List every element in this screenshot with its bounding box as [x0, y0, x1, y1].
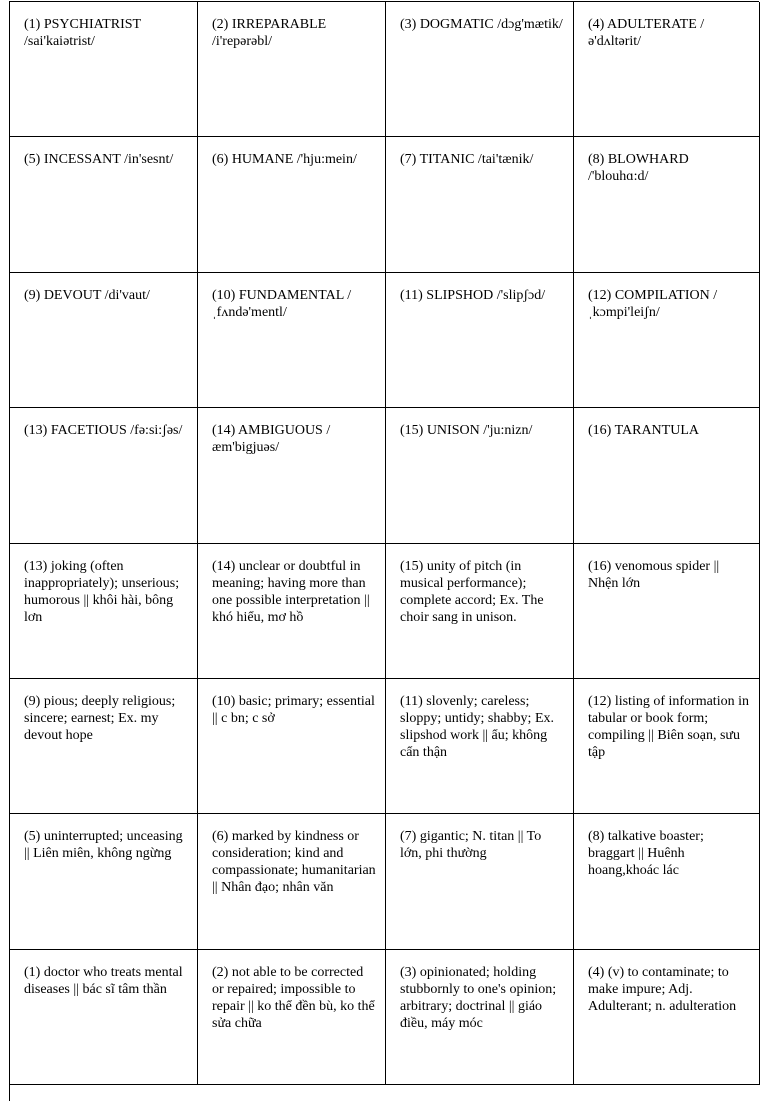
card-term-7: (7) TITANIC /tai'tænik/ — [386, 137, 574, 272]
card-term-12: (12) COMPILATION /ˌkɔmpi'leiʃn/ — [574, 273, 760, 408]
card-definition-1: (1) doctor who treats mental diseases || bác sĩ tâm thần — [10, 950, 198, 1085]
card-term-14: (14) AMBIGUOUS /æm'bigjuəs/ — [198, 408, 386, 543]
card-term-3: (3) DOGMATIC /dɔg'mætik/ — [386, 2, 574, 137]
card-term-11: (11) SLIPSHOD /'slipʃɔd/ — [386, 273, 574, 408]
card-term-9: (9) DEVOUT /di'vaut/ — [10, 273, 198, 408]
card-definition-7: (7) gigantic; N. titan || To lớn, phi thường — [386, 814, 574, 949]
card-term-10: (10) FUNDAMENTAL /ˌfʌndə'mentl/ — [198, 273, 386, 408]
card-term-8: (8) BLOWHARD /'blouhɑ:d/ — [574, 137, 760, 272]
card-definition-13: (13) joking (often inappropriately); unserious; humorous || khôi hài, bông lơn — [10, 544, 198, 679]
card-term-5: (5) INCESSANT /in'sesnt/ — [10, 137, 198, 272]
card-definition-10: (10) basic; primary; essential || c bn; c sở — [198, 679, 386, 814]
card-definition-3: (3) opinionated; holding stubbornly to one's opinion; arbitrary; doctrinal || giáo điều, máy móc — [386, 950, 574, 1085]
card-definition-12: (12) listing of information in tabular or book form; compiling || Biên soạn, sưu tập — [574, 679, 760, 814]
card-term-2: (2) IRREPARABLE /i'repərəbl/ — [198, 2, 386, 137]
card-term-6: (6) HUMANE /'hju:mein/ — [198, 137, 386, 272]
card-term-15: (15) UNISON /'ju:nizn/ — [386, 408, 574, 543]
card-definition-16: (16) venomous spider || Nhện lớn — [574, 544, 760, 679]
card-definition-4: (4) (v) to contaminate; to make impure; Adj. Adulterant; n. adulteration — [574, 950, 760, 1085]
flashcard-grid — [9, 1, 759, 1101]
card-definition-9: (9) pious; deeply religious; sincere; earnest; Ex. my devout hope — [10, 679, 198, 814]
card-term-13: (13) FACETIOUS /fə:si:ʃəs/ — [10, 408, 198, 543]
card-term-4: (4) ADULTERATE /ə'dʌltərit/ — [574, 2, 760, 137]
card-definition-11: (11) slovenly; careless; sloppy; untidy; shabby; Ex. slipshod work || ẩu; không cẩn thận — [386, 679, 574, 814]
card-term-1: (1) PSYCHIATRIST /sai'kaiətrist/ — [10, 2, 198, 137]
card-definition-14: (14) unclear or doubtful in meaning; having more than one possible interpretation || khó hiểu, mơ hồ — [198, 544, 386, 679]
card-definition-5: (5) uninterrupted; unceasing || Liên miên, không ngừng — [10, 814, 198, 949]
card-definition-6: (6) marked by kindness or consideration; kind and compassionate; humanitarian || Nhân đạo; nhân văn — [198, 814, 386, 949]
card-definition-2: (2) not able to be corrected or repaired; impossible to repair || ko thể đền bù, ko thể sửa chữa — [198, 950, 386, 1085]
card-term-16: (16) TARANTULA — [574, 408, 760, 543]
card-definition-15: (15) unity of pitch (in musical performance); complete accord; Ex. The choir sang in unison. — [386, 544, 574, 679]
card-definition-8: (8) talkative boaster; braggart || Huênh hoang,khoác lác — [574, 814, 760, 949]
